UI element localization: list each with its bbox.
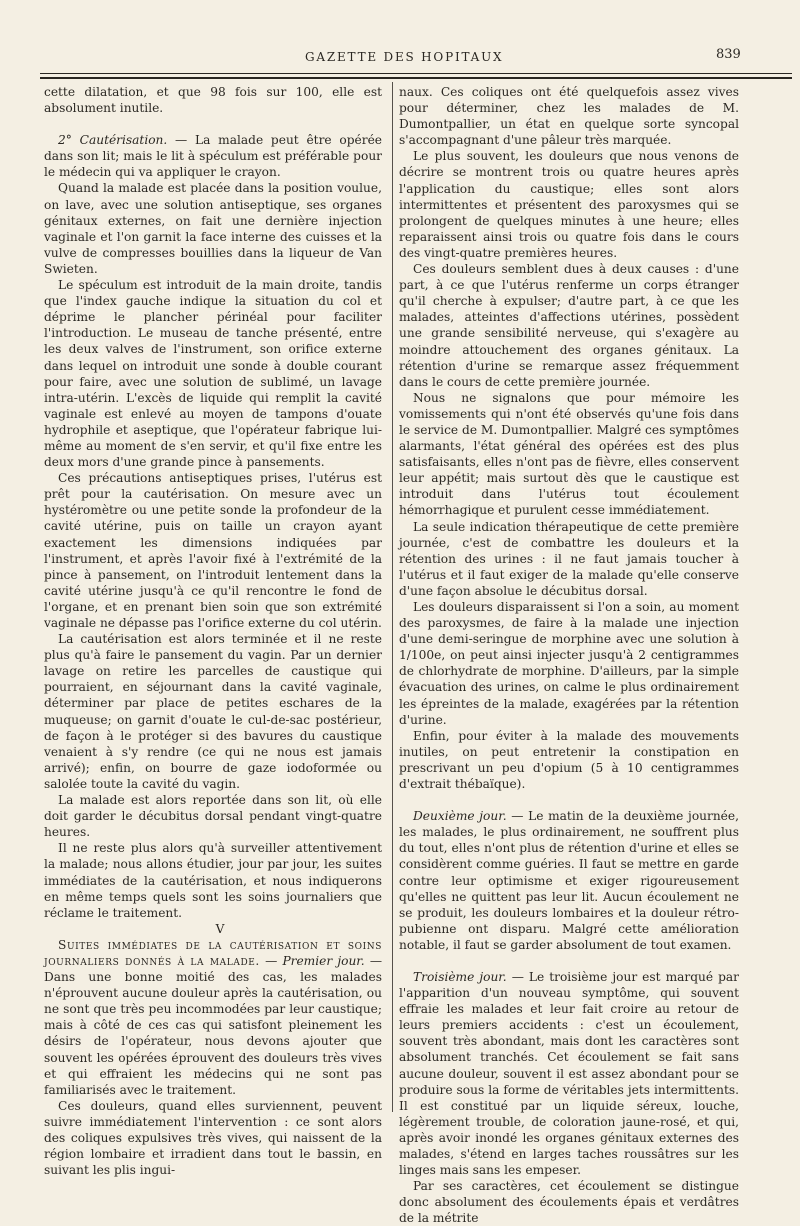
header-rule-bottom — [40, 77, 792, 79]
header-rule-top — [40, 73, 792, 74]
paragraph: Le plus souvent, les douleurs que nous venons de décrire se montrent trois ou quatre heures après l'application du caustique; elles sont alors intermittentes et présentent des paroxysmes qui se prolongent de quelques minutes à une heure; elles reparaissent ainsi trois ou quatre fois dans le cours des vingt-quatre premières heures. — [399, 149, 739, 260]
paragraph: Quand la malade est placée dans la position voulue, on lave, avec une solution antiseptique, ses organes génitaux externes, on fait une dernière injection vaginale et l'on garnit la face interne des cuisses et la vulve de compresses bouillies dans la liqueur de Van Swieten. — [44, 181, 382, 276]
paragraph: La cautérisation est alors terminée et il ne reste plus qu'à faire le pansement du vagin. Par un dernier lavage on retire les parcelles de caustique qui pourraient, en séjournant dans la cavité vaginale, déterminer par place de petites eschares de la muqueuse; on garnit d'ouate le cul-de-sac postérieur, de façon à le protéger si des bavures du caustique venaient à s'y rendre (ce qui ne nous est jamais arrivé); enfin, on bourre de gaze iodoformée ou salolée toute la cavité du vagin. — [44, 632, 382, 791]
paragraph-section-v: Suites immédiates de la cautérisation et soins journaliers donnés à la malade. — Premier jour. —Dans une bonne moitié des cas, les malades n'éprouvent aucune douleur après la cautérisation, ou ne sont que très peu incommodées par leur caustique; mais à côté de ces cas qui satisfont pleinement les désirs de l'opérateur, nous devons ajouter que souvent les opérées éprouvent des douleurs très vives et qui effraient les médecins qui ne sont pas familiarisés avec le traitement. — [44, 937, 383, 1097]
paragraph: naux. Ces coliques ont été quelquefois assez vives pour déterminer, chez les malades de M. Dumontpallier, un état en quelque sorte syncopal s'accompagnant d'une pâleur très marquée. — [399, 85, 739, 148]
paragraph-text: — Le troisième jour est marqué par l'apparition d'un nouveau symptôme, qui souvent effraie les malades et leur fait croire au retour de leurs premiers accidents : c'est un écoulement, souvent très abondant, mais dont les caractères sont absolument tranchés. Cet écoulement se fait sans aucune douleur, souvent il est assez abondant pour se produire sous la forme de véritables jets intermittents. Il est constitué par un liquide séreux, louche, légèrement trouble, de coloration jaune-rosé, et qui, après avoir inondé les organes génitaux externes des malades, s'étend en larges taches roussâtres sur les linges mais sans les empeser. — [399, 969, 739, 1178]
paragraph-day-three — [399, 969, 739, 1178]
section-heading: Suites immédiates de la cautérisation et soins journaliers donnés à la malade. — [44, 937, 382, 968]
running-title: GAZETTE DES HOPITAUX — [305, 50, 504, 64]
paragraph: Les douleurs disparaissent si l'on a soin, au moment des paroxysmes, de faire à la malade une injection d'une demi-seringue de morphine avec une solution à 1/100e, on peut ainsi injecter jusqu'à 2 centigrammes de chlorhydrate de morphine. D'ailleurs, par la simple évacuation des urines, on calme le plus ordinairement les épreintes de la malade, exagérées par la rétention d'urine. — [399, 600, 739, 727]
right-column — [399, 84, 739, 1226]
paragraph: Ces douleurs semblent dues à deux causes : d'une part, à ce que l'utérus renferme un corps étranger qu'il cherche à expulser; d'autre part, à ce que les malades, atteintes d'affections utérines, possèdent une grande sensibilité nerveuse, qui s'exagère au moindre attouchement des organes génitaux. La rétention d'urine se remarque assez fréquemment dans le cours de cette première journée. — [399, 262, 739, 389]
paragraph: Il ne reste plus alors qu'à surveiller attentivement la malade; nous allons étudier, jour par jour, les suites immédiates de la cautérisation, et nous indiquerons en même temps quels sont les soins journaliers que réclame le traitement. — [44, 841, 382, 920]
paragraph: La seule indication thérapeutique de cette première journée, c'est de combattre les douleurs et la rétention des urines : il ne faut jamais toucher à l'utérus et il faut exiger de la malade qu'elle conserve d'une façon absolue le décubitus dorsal. — [399, 519, 739, 598]
paragraph: Ces précautions antiseptiques prises, l'utérus est prêt pour la cautérisation. On mesure avec un hystéromètre ou une petite sonde la profondeur de la cavité utérine, puis on taille un crayon ayant exactement les dimensions indiquées par l'instrument, et après l'avoir fixé à l'extrémité de la pince à pansement, on l'introduit lentement dans la cavité utérine jusqu'à ce qu'il rencontre le fond de l'organe, et en prenant bien soin que son extrémité vaginale ne dépasse pas l'orifice externe du col utérin. — [44, 471, 382, 630]
paragraph: Ces douleurs, quand elles surviennent, peuvent suivre immédiatement l'intervention : ce sont alors des coliques expulsives très vives, qui naissent de la région lombaire et irradient dans tout le bassin, en suivant les plis ingui- — [44, 1098, 382, 1178]
section-number: V — [215, 921, 225, 936]
paragraph-day-two — [399, 808, 739, 953]
paragraph-text: — Le matin de la deuxième journée, les malades, le plus ordinairement, ne souffrent plus du tout, elles n'ont plus de rétention d'urine et elles se considèrent comme guéries. Il faut se mettre en garde contre leur optimisme et exiger rigoureusement qu'elles ne quittent pas leur lit. Aucun écoulement ne se produit, les douleurs lombaires et la douleur rétro-pubienne ont disparu. Malgré cette amélioration notable, il faut se garder absolument de tout examen. — [399, 809, 739, 952]
paragraph: Le spéculum est introduit de la main droite, tandis que l'index gauche indique la situation du col et déprime le plancher périnéal pour faciliter l'introduction. Le museau de tanche présenté, entre les deux valves de l'instrument, son orifice externe dans lequel on introduit une sonde à double courant pour faire, avec une solution de sublimé, un lavage intra-utérin. L'excès de liquide qui remplit la cavité vaginale est enlevé au moyen de tampons d'ouate hydrophile et aseptique, que l'opérateur fabrique lui-même au moment de s'en servir, et qu'il fixe entre les deux mors d'une grande pince à pansements. — [44, 278, 382, 470]
paragraph-text: — La malade peut être opérée dans son lit; mais le lit à spéculum est préférable pour le médecin qui va appliquer le crayon. — [44, 133, 382, 180]
column-divider — [392, 82, 393, 1112]
day-heading: Troisième jour. — [413, 969, 507, 984]
day-heading: Deuxième jour. — [413, 809, 507, 824]
paragraph: Enfin, pour éviter à la malade des mouvements inutiles, on peut entretenir la constipation en prescrivant un peu d'opium (5 à 10 centigrammes d'extrait thébaïque). — [399, 728, 739, 792]
paragraph: Nous ne signalons que pour mémoire les vomissements qui n'ont été observés qu'une fois dans le service de M. Dumontpallier. Malgré ces symptômes alarmants, l'état général des opérées est des plus satisfaisants, elles n'ont pas de fièvre, elles conservent leur appétit; mais surtout dès que le caustique est introduit dans l'utérus tout écoulement hémorrhagique et purulent cesse immédiatement. — [399, 390, 739, 518]
page-header — [0, 44, 800, 68]
paragraph-text: —Dans une bonne moitié des cas, les malades n'éprouvent aucune douleur après la cautérisation, ou ne sont que très peu incommodées par leur caustique; mais à côté de ces cas qui satisfont pleinement les désirs de l'opérateur, nous devons ajouter que souvent les opérées éprouvent des douleurs très vives et qui effraient les médecins qui ne sont pas familiarisés avec le traitement. — [44, 953, 383, 1097]
paragraph: cette dilatation, et que 98 fois sur 100, elle est absolument inutile. — [44, 85, 382, 116]
paragraph-cauterisation — [44, 132, 382, 180]
left-column — [44, 84, 382, 1178]
paragraph: Par ses caractères, cet écoulement se distingue donc absolument des écoulements épais et verdâtres de la métrite — [399, 1179, 739, 1226]
subheading: 2° Cautérisation. — [58, 133, 168, 148]
paragraph: La malade est alors reportée dans son lit, où elle doit garder le décubitus dorsal pendant vingt-quatre heures. — [44, 793, 382, 840]
page-number: 839 — [716, 47, 741, 62]
day-heading: Premier jour. — [282, 953, 365, 968]
